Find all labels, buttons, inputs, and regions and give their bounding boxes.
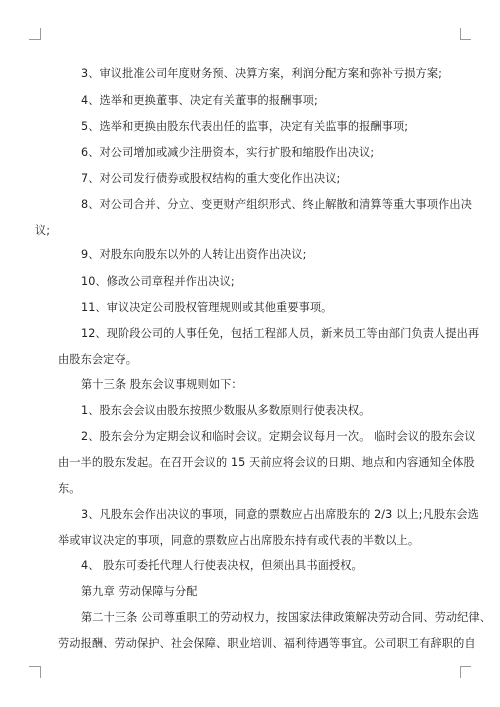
rule-item-3 — [58, 502, 479, 554]
rule-item-2 — [58, 424, 476, 502]
paragraph-line: 3、凡股东会作出决议的事项，同意的票数应占出席股东的 2/3 以上;凡股东会选 — [81, 508, 479, 521]
paragraph-line: 8、对公司合并、分立、变更财产组织形式、终止解散和清算等重大事项作出决 — [81, 198, 472, 211]
crop-mark-bottom-right-v — [460, 666, 461, 678]
rule-item-4 — [58, 553, 443, 579]
paragraph-line: 10、修改公司章程并作出决议; — [81, 275, 235, 288]
paragraph-line: 7、对公司发行债券或股权结构的重大变化作出决议; — [81, 172, 341, 185]
paragraph-item-10 — [58, 269, 443, 295]
crop-mark-top-left-h — [29, 39, 40, 40]
paragraph-line: 4、 股东可委托代理人行使表决权，但须出具书面授权。 — [81, 559, 363, 572]
article-23-paragraph — [58, 605, 492, 657]
crop-mark-bottom-right-h — [460, 666, 471, 667]
paragraph-line: 2、股东会分为定期会议和临时会议。定期会议每月一次。 临时会议的股东会议 — [81, 430, 476, 443]
paragraph-line: 议; — [35, 224, 51, 237]
paragraph-item-11 — [58, 295, 443, 321]
paragraph-line: 第九章 劳动保障与分配 — [81, 585, 198, 598]
paragraph-item-5 — [58, 114, 443, 140]
article-13-heading — [58, 372, 443, 398]
paragraph-line: 由一半的股东发起。在召开会议的 15 天前应将会议的日期、地点和内容通知全体股 — [58, 456, 475, 469]
crop-mark-top-right-h — [460, 39, 471, 40]
paragraph-line: 劳动报酬、劳动保护、社会保障、职业培训、福利待遇等事宜。公司职工有辞职的自 — [58, 637, 476, 650]
paragraph-item-6 — [58, 140, 443, 166]
paragraph-line: 4、选举和更换董事、决定有关董事的报酬事项; — [81, 94, 318, 107]
paragraph-line: 9、对股东向股东以外的人转让出资作出决议; — [81, 248, 307, 261]
paragraph-line: 12、现阶段公司的人事任免，包括工程部人员，新来员工等由部门负责人提出再 — [81, 327, 480, 340]
paragraph-line: 第二十三条 公司尊重职工的劳动权力，按国家法律政策解决劳动合同、劳动纪律、 — [81, 611, 492, 624]
crop-mark-bottom-left-h — [29, 666, 40, 667]
paragraph-line: 6、对公司增加或减少注册资本，实行扩股和缩股作出决议; — [81, 146, 375, 159]
paragraph-item-3 — [58, 61, 443, 87]
rule-item-1 — [58, 398, 443, 424]
paragraph-item-8 — [35, 192, 472, 244]
paragraph-line: 由股东会定夺。 — [58, 353, 138, 366]
chapter-9-heading — [58, 579, 443, 605]
crop-mark-bottom-left-v — [40, 666, 41, 678]
paragraph-line: 5、选举和更换由股东代表出任的监事，决定有关监事的报酬事项; — [81, 120, 409, 133]
paragraph-line: 11、审议决定公司股权管理规则或其他重要事项。 — [81, 301, 333, 314]
crop-mark-top-left-v — [40, 28, 41, 40]
paragraph-item-12 — [58, 321, 480, 373]
paragraph-line: 举或审议决定的事项，同意的票数应占出席股东持有或代表的半数以上。 — [58, 534, 420, 547]
paragraph-item-9 — [58, 242, 443, 268]
crop-mark-top-right-v — [460, 28, 461, 40]
paragraph-line: 1、股东会会议由股东按照少数服从多数原则行使表决权。 — [81, 404, 371, 417]
paragraph-item-4 — [58, 88, 443, 114]
paragraph-line: 东。 — [58, 482, 81, 495]
paragraph-line: 第十三条 股东会议事规则如下： — [81, 378, 243, 391]
paragraph-item-7 — [58, 166, 443, 192]
paragraph-line: 3、审议批准公司年度财务预、决算方案，利润分配方案和弥补亏损方案; — [81, 67, 443, 80]
